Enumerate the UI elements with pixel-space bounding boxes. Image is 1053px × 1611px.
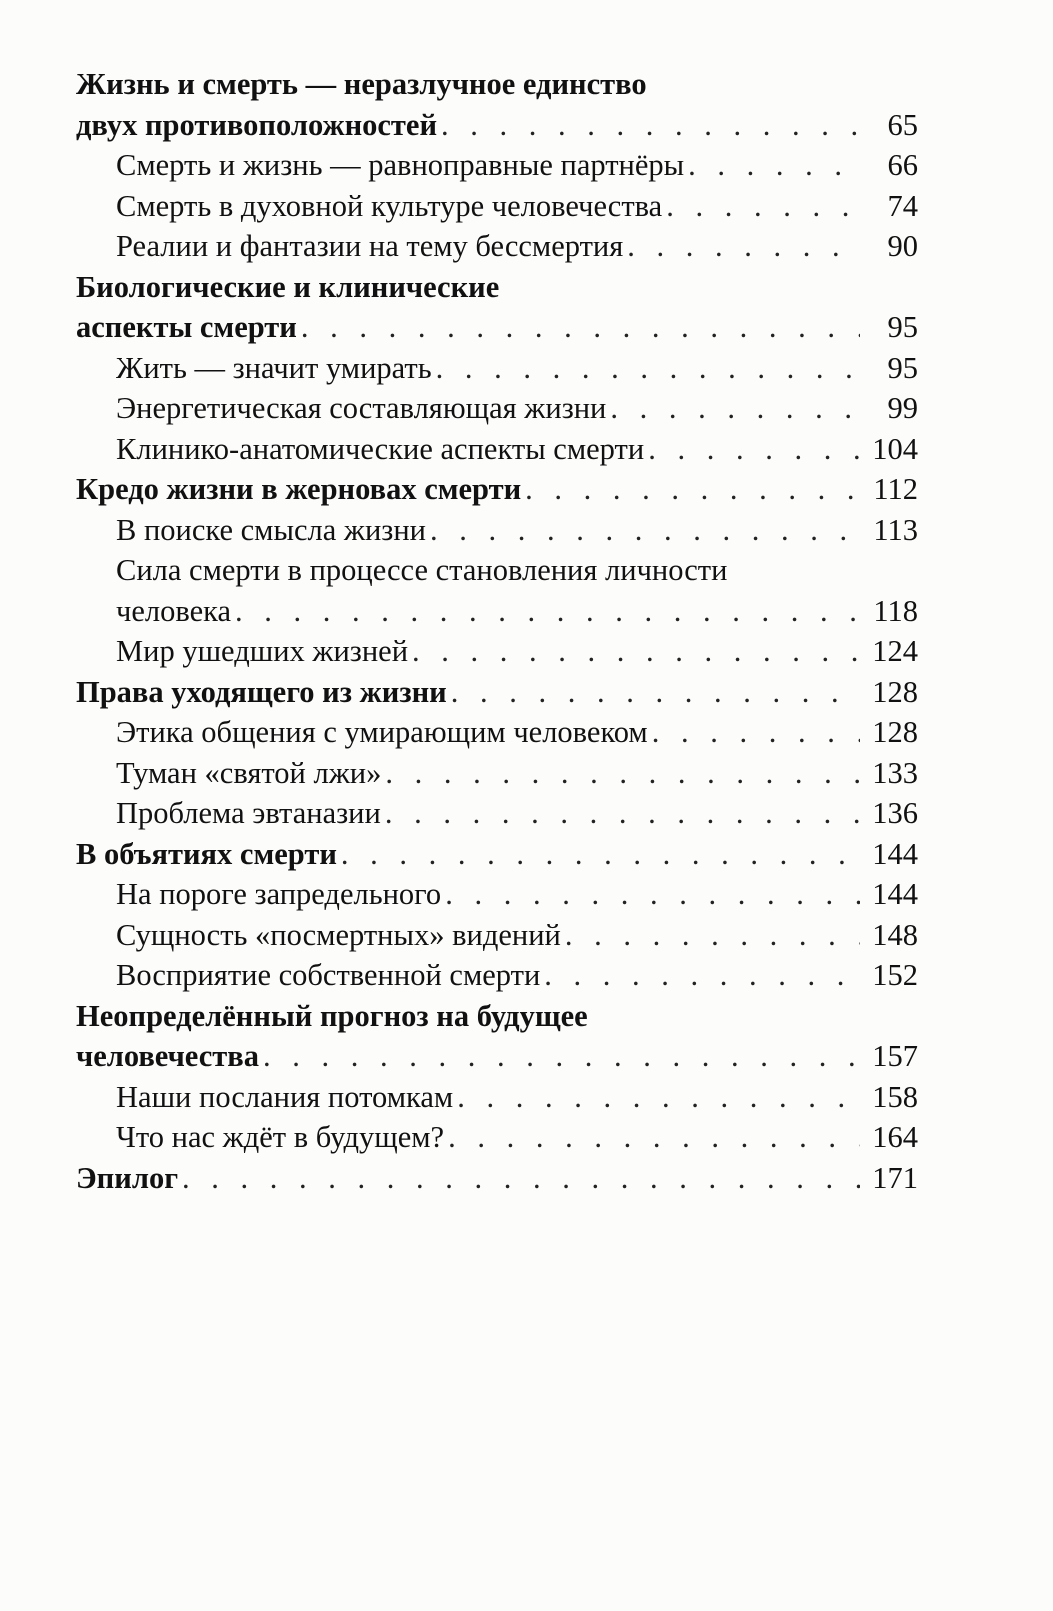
dot-leader: [447, 672, 860, 713]
dot-leader: [381, 793, 860, 834]
dot-leader: [644, 429, 860, 470]
toc-section: [76, 955, 918, 996]
toc-title: двух противоположностей: [76, 107, 438, 142]
toc-line: [116, 429, 918, 470]
dot-leader: [231, 591, 860, 632]
dot-leader: [444, 1117, 860, 1158]
toc-line: [76, 672, 918, 713]
toc-line: [116, 388, 918, 429]
toc-chapter: [76, 267, 918, 348]
toc-line: [76, 105, 918, 146]
toc-chapter: [76, 672, 918, 713]
toc-line: [116, 753, 918, 794]
dot-leader: [408, 631, 860, 672]
toc-section: [76, 348, 918, 389]
toc-title: На пороге запредельного: [116, 877, 442, 911]
toc-line: [76, 834, 918, 875]
page-number: 136: [872, 796, 918, 830]
toc-line: [76, 307, 918, 348]
toc-line: [76, 267, 918, 308]
toc-line: [76, 469, 918, 510]
dot-leader: [426, 510, 860, 551]
page-number: 158: [872, 1079, 918, 1114]
page-number: 133: [872, 755, 918, 790]
toc-section: [76, 753, 918, 794]
dot-leader: [521, 469, 860, 510]
dot-leader: [337, 834, 860, 875]
toc-title: Энергетическая составляющая жизни: [116, 391, 607, 425]
table-of-contents: [76, 64, 918, 1198]
page-number: 104: [872, 431, 918, 466]
toc-line: [76, 64, 918, 105]
toc-line: [116, 348, 918, 389]
toc-section: [76, 186, 918, 227]
toc-title: Туман «святой лжи»: [116, 755, 382, 790]
toc-section: [76, 793, 918, 834]
toc-title: Реалии и фантазии на тему бессмертия: [116, 229, 624, 263]
toc-section: [76, 145, 918, 186]
toc-line: [116, 712, 918, 753]
toc-title: Сущность «посмертных» видений: [116, 917, 561, 952]
toc-chapter: [76, 996, 918, 1077]
toc-chapter: [76, 1158, 918, 1199]
toc-line: [116, 186, 918, 227]
page-number: 164: [872, 1120, 918, 1154]
toc-title: Этика общения с умирающим человеком: [116, 715, 648, 749]
toc-title: В объятиях смерти: [76, 836, 337, 871]
toc-title: Восприятие собственной смерти: [116, 958, 541, 992]
dot-leader: [623, 226, 860, 267]
page-number: 128: [872, 715, 918, 749]
dot-leader: [606, 388, 860, 429]
dot-leader: [662, 186, 860, 227]
toc-line: [116, 1077, 918, 1118]
toc-section: [76, 1077, 918, 1118]
dot-leader: [648, 712, 860, 753]
toc-title: Клинико-анатомические аспекты смерти: [116, 431, 645, 466]
page-number: 128: [872, 674, 918, 709]
dot-leader: [684, 145, 860, 186]
page-number: 171: [872, 1160, 918, 1195]
toc-title: Проблема эвтаназии: [116, 796, 381, 830]
toc-chapter: [76, 469, 918, 510]
page-number: 118: [873, 593, 918, 628]
toc-line: [116, 1117, 918, 1158]
page-number: 144: [872, 877, 918, 911]
toc-line: [76, 1036, 918, 1077]
toc-line: [116, 874, 918, 915]
toc-title: Кредо жизни в жерновах смерти: [76, 472, 522, 506]
toc-section: [76, 874, 918, 915]
toc-title: Смерть в духовной культуре человечества: [116, 188, 663, 223]
toc-line: [116, 793, 918, 834]
toc-section: [76, 631, 918, 672]
toc-line: [116, 510, 918, 551]
toc-title: человека: [116, 593, 232, 628]
page-number: 95: [887, 310, 918, 344]
toc-chapter: [76, 64, 918, 145]
toc-section: [76, 226, 918, 267]
toc-section: [76, 915, 918, 956]
toc-line: [76, 996, 918, 1037]
toc-title: Жизнь и смерть — неразлучное единство: [76, 67, 647, 101]
page-number: 90: [887, 229, 918, 263]
dot-leader: [178, 1158, 860, 1199]
dot-leader: [441, 874, 860, 915]
toc-title: человечества: [76, 1039, 259, 1073]
toc-line: [76, 1158, 918, 1199]
page-number: 124: [872, 634, 918, 668]
toc-section: [76, 712, 918, 753]
toc-line: [116, 145, 918, 186]
toc-title: аспекты смерти: [76, 310, 297, 344]
dot-leader: [540, 955, 860, 996]
dot-leader: [259, 1036, 860, 1077]
toc-section: [76, 388, 918, 429]
page-number: 148: [872, 917, 918, 952]
toc-title: Жить — значит умирать: [116, 350, 432, 385]
toc-chapter: [76, 834, 918, 875]
toc-title: Неопределённый прогноз на будущее: [76, 998, 588, 1033]
toc-title: Смерть и жизнь — равноправные партнёры: [116, 148, 685, 182]
toc-line: [116, 591, 918, 632]
toc-line: [116, 550, 918, 591]
toc-section: [76, 550, 918, 631]
toc-title: В поиске смысла жизни: [116, 512, 426, 547]
page-number: 95: [887, 350, 918, 385]
dot-leader: [453, 1077, 860, 1118]
dot-leader: [437, 105, 860, 146]
toc-title: Эпилог: [76, 1160, 179, 1195]
page-number: 99: [887, 391, 918, 425]
page-number: 65: [887, 107, 918, 142]
dot-leader: [561, 915, 860, 956]
page-number: 152: [872, 958, 918, 992]
toc-title: Права уходящего из жизни: [76, 674, 447, 709]
page-number: 66: [887, 148, 918, 182]
page-number: 144: [872, 836, 918, 871]
toc-section: [76, 1117, 918, 1158]
toc-title: Мир ушедших жизней: [116, 634, 409, 668]
page-number: 157: [872, 1039, 918, 1073]
dot-leader: [432, 348, 860, 389]
dot-leader: [297, 307, 860, 348]
toc-section: [76, 510, 918, 551]
toc-line: [116, 226, 918, 267]
page-number: 74: [887, 188, 918, 223]
toc-title: Биологические и клинические: [76, 269, 500, 304]
toc-title: Наши послания потомкам: [116, 1079, 454, 1114]
toc-line: [116, 955, 918, 996]
dot-leader: [381, 753, 860, 794]
toc-title: Что нас ждёт в будущем?: [116, 1120, 445, 1154]
toc-title: Сила смерти в процессе становления личности: [116, 553, 728, 587]
toc-line: [116, 631, 918, 672]
toc-line: [116, 915, 918, 956]
page-number: 112: [873, 472, 918, 506]
page-number: 113: [873, 512, 918, 547]
toc-section: [76, 429, 918, 470]
